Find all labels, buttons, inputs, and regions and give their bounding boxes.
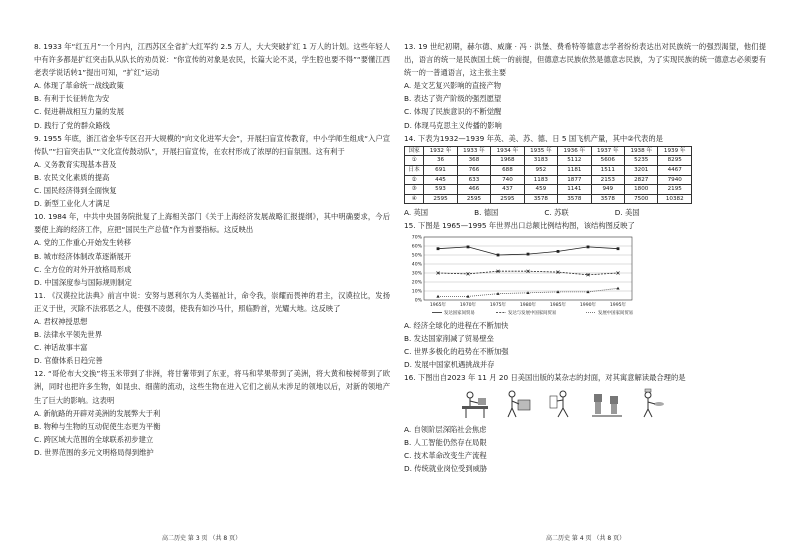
data-point bbox=[467, 245, 470, 248]
option-b: B. 人工智能仍然存在局限 bbox=[404, 438, 487, 448]
data-point bbox=[586, 290, 589, 293]
option-b: B. 发达国家削减了贸易壁垒 bbox=[404, 333, 494, 343]
table-cell: 593 bbox=[424, 185, 457, 195]
robot-desk-figure bbox=[458, 386, 492, 420]
question-16 bbox=[404, 371, 766, 475]
table-row bbox=[405, 165, 692, 175]
question-stem: 11. 《汉谟拉比法典》前言中说：安努与恩利尔为人类福祉计，命令我，崇耀而畏神的君主，汉谟拉比，发扬正义于世，灭除不法邪恶之人，使强不凌弱，使我有如沙马什，照临黔首，光耀大地。这反映了 bbox=[34, 290, 390, 313]
x-tick-label: 1975年 bbox=[489, 302, 507, 308]
option-c: C. 苏联 bbox=[544, 208, 569, 218]
table-header-cell: 1937 年 bbox=[591, 146, 624, 156]
table-header-cell: 1933 年 bbox=[457, 146, 490, 156]
robots-group-figure bbox=[590, 386, 624, 420]
option-d: D. 践行了党的群众路线 bbox=[34, 120, 110, 130]
data-point bbox=[436, 294, 439, 297]
option-a: A. 体现了革命统一战线政策 bbox=[34, 81, 124, 91]
table-cell: ② bbox=[405, 175, 424, 185]
data-point bbox=[437, 247, 440, 250]
plot-frame bbox=[424, 237, 632, 300]
question-11 bbox=[34, 289, 390, 368]
right-page bbox=[404, 40, 766, 475]
magazine-cover-illustrations bbox=[458, 386, 766, 420]
table-cell: 691 bbox=[424, 165, 457, 175]
option-b: B. 有利于长征转危为安 bbox=[34, 94, 110, 104]
question-12 bbox=[34, 367, 390, 459]
table-cell: 445 bbox=[424, 175, 457, 185]
x-tick-label: 1985年 bbox=[549, 302, 567, 308]
x-tick-label: 1980年 bbox=[519, 302, 537, 308]
table-cell: 688 bbox=[491, 165, 524, 175]
table-header-cell: 1934 年 bbox=[491, 146, 524, 156]
question-13 bbox=[404, 40, 766, 132]
question-stem: 12. “哥伦布大交换”将玉米带到了非洲，将甘薯带到了东亚，将马和苹果带到了美洲，将大黄和桉树带到了欧洲，同时也把许多生物，如昆虫、细菌的流动，这些生物在进入它们之前从未涉足的领地以后，对新的领地产生了巨大的影响。这表明 bbox=[34, 369, 390, 405]
question-10 bbox=[34, 210, 390, 289]
data-point bbox=[616, 286, 619, 289]
y-tick-label: 20% bbox=[411, 280, 422, 286]
data-point bbox=[526, 291, 529, 294]
table-cell: 2595 bbox=[457, 194, 490, 204]
table-cell: 日本 bbox=[405, 165, 424, 175]
table-cell: 7500 bbox=[625, 194, 658, 204]
table-cell: 2595 bbox=[424, 194, 457, 204]
option-d: D. 传统就业岗位受到威胁 bbox=[404, 464, 488, 474]
option-a: A. 英国 bbox=[404, 208, 429, 218]
option-b: B. 农民文化素质的提高 bbox=[34, 172, 110, 182]
data-point bbox=[617, 247, 620, 250]
table-cell: 2195 bbox=[658, 185, 692, 195]
page-footer-left: 高二历史 第 3 页 （共 8 页） bbox=[162, 535, 242, 542]
legend-label: 发达与发展中国家间贸易 bbox=[508, 310, 557, 316]
option-a: A. 是文艺复兴影响的直接产物 bbox=[404, 81, 502, 91]
table-cell: 1877 bbox=[558, 175, 591, 185]
option-a: A. 义务教育实现基本普及 bbox=[34, 159, 117, 169]
table-cell: 3201 bbox=[625, 165, 658, 175]
option-c: C. 世界多极化的趋势在不断加强 bbox=[404, 346, 509, 356]
table-cell: 368 bbox=[457, 156, 490, 166]
table-header-cell: 1935 年 bbox=[524, 146, 557, 156]
table-cell: ④ bbox=[405, 194, 424, 204]
question-8 bbox=[34, 40, 390, 132]
option-d: D. 新型工业化人才满足 bbox=[34, 199, 110, 209]
table-cell: 3183 bbox=[524, 156, 557, 166]
option-b: B. 表达了资产阶级的强烈愿望 bbox=[404, 94, 502, 104]
data-point bbox=[496, 292, 499, 295]
option-b: B. 法律水平领先世界 bbox=[34, 330, 103, 340]
table-cell: 952 bbox=[524, 165, 557, 175]
y-tick-label: 40% bbox=[411, 262, 422, 268]
x-tick-label: 1970年 bbox=[459, 302, 477, 308]
table-cell: 5235 bbox=[625, 156, 658, 166]
question-stem: 8. 1933 年“红五月”一个月内，江西苏区全省扩大红军约 2.5 万人，大大突破扩红 1 万人的计划。这些年轻人中有许多都是扩红突击队从队长的劝员说：“你宣传的对象是农民，长篇大论不灵，学生腔也要不得”“要懂江西老表学说话转1”提出可知，“扩红”运动 bbox=[34, 42, 390, 78]
left-page bbox=[34, 40, 390, 459]
option-b: B. 德国 bbox=[474, 208, 499, 218]
question-stem: 14. 下表为1932—1939 年英、美、苏、德、日 5 国飞机产量，其中②代表的是 bbox=[404, 133, 663, 143]
question-15 bbox=[404, 219, 766, 370]
table-cell: 437 bbox=[491, 185, 524, 195]
option-d: D. 官僚体系日趋完善 bbox=[34, 356, 103, 366]
table-cell: 2153 bbox=[591, 175, 624, 185]
table-cell: 1511 bbox=[591, 165, 624, 175]
data-point bbox=[556, 290, 559, 293]
data-point bbox=[527, 252, 530, 255]
option-d: D. 中国深度参与国际规则制定 bbox=[34, 277, 132, 287]
data-point bbox=[497, 253, 500, 256]
option-c: C. 促进耕战相互力量的发展 bbox=[34, 107, 124, 117]
table-cell: 5112 bbox=[558, 156, 591, 166]
option-c: C. 跨区域大范围的全球联系初步建立 bbox=[34, 434, 154, 444]
table-row bbox=[405, 185, 692, 195]
table-cell: 3578 bbox=[558, 194, 591, 204]
table-header-cell: 1938 年 bbox=[625, 146, 658, 156]
option-d: D. 美国 bbox=[614, 208, 640, 218]
option-d: D. 世界范围的多元文明格局得到维护 bbox=[34, 447, 154, 457]
table-cell: 1141 bbox=[558, 185, 591, 195]
option-c: C. 技术革命改变生产流程 bbox=[404, 451, 487, 461]
table-header-cell: 1939 年 bbox=[658, 146, 692, 156]
table-cell: 633 bbox=[457, 175, 490, 185]
data-point bbox=[466, 294, 469, 297]
table-row bbox=[405, 194, 692, 204]
option-d: D. 体现马克思主义传播的影响 bbox=[404, 120, 502, 130]
option-a: A. 自领阶层深陷社会焦虑 bbox=[404, 424, 487, 434]
option-d: D. 发展中国家机遇挑战并存 bbox=[404, 359, 495, 369]
export-structure-chart bbox=[404, 234, 674, 316]
table-cell: 8295 bbox=[658, 156, 692, 166]
data-point bbox=[557, 250, 560, 253]
options-row bbox=[404, 206, 766, 219]
question-stem: 15. 下图是 1965—1995 年世界出口总额比例结构图，该结构图反映了 bbox=[404, 221, 635, 231]
table-cell: 766 bbox=[457, 165, 490, 175]
chart-svg bbox=[404, 234, 674, 316]
table-cell: 2595 bbox=[491, 194, 524, 204]
x-tick-label: 1995年 bbox=[609, 302, 627, 308]
y-tick-label: 10% bbox=[411, 289, 422, 295]
table-cell: 949 bbox=[591, 185, 624, 195]
y-tick-label: 70% bbox=[411, 235, 422, 241]
table-cell: 7940 bbox=[658, 175, 692, 185]
question-stem: 16. 下图出自2023 年 11 月 20 日美国出版的某杂志的封面，对其寓意解读最合理的是 bbox=[404, 372, 686, 382]
option-c: C. 体现了民族意识的不断觉醒 bbox=[404, 107, 502, 117]
table-cell: 2827 bbox=[625, 175, 658, 185]
table-cell: 36 bbox=[424, 156, 457, 166]
option-c: C. 国民经济得到全面恢复 bbox=[34, 186, 117, 196]
legend-label: 发达国家间贸易 bbox=[444, 310, 475, 316]
table-header-cell: 1932 年 bbox=[424, 146, 457, 156]
table-header-row bbox=[405, 146, 692, 156]
option-b: B. 物种与生物的互动促使生态更为平衡 bbox=[34, 421, 161, 431]
table-cell: 4467 bbox=[658, 165, 692, 175]
question-14 bbox=[404, 132, 766, 220]
table-row bbox=[405, 175, 692, 185]
aircraft-production-table bbox=[404, 146, 692, 205]
table-cell: 1968 bbox=[491, 156, 524, 166]
table-row bbox=[405, 156, 692, 166]
table-cell: 1183 bbox=[524, 175, 557, 185]
option-c: C. 神话故事丰富 bbox=[34, 343, 88, 353]
question-9 bbox=[34, 132, 390, 211]
table-cell: ③ bbox=[405, 185, 424, 195]
y-tick-label: 60% bbox=[411, 244, 422, 250]
chef-figure bbox=[634, 386, 668, 420]
table-cell: 3578 bbox=[524, 194, 557, 204]
option-a: A. 新航路的开辟对美洲的发展弊大于利 bbox=[34, 408, 161, 418]
table-cell: ① bbox=[405, 156, 424, 166]
table-cell: 1181 bbox=[558, 165, 591, 175]
option-a: A. 君权神授思想 bbox=[34, 316, 88, 326]
table-cell: 740 bbox=[491, 175, 524, 185]
x-tick-label: 1990年 bbox=[579, 302, 597, 308]
table-cell: 1800 bbox=[625, 185, 658, 195]
option-b: B. 城市经济体制改革逐渐展开 bbox=[34, 251, 132, 261]
worker-figure bbox=[502, 386, 536, 420]
painter-figure bbox=[546, 386, 580, 420]
table-cell: 459 bbox=[524, 185, 557, 195]
legend-label: 发展中国家间贸易 bbox=[598, 310, 634, 316]
y-tick-label: 50% bbox=[411, 253, 422, 259]
y-tick-label: 30% bbox=[411, 271, 422, 277]
table-cell: 5606 bbox=[591, 156, 624, 166]
option-a: A. 党的工作重心开始发生转移 bbox=[34, 238, 132, 248]
y-tick-label: 0% bbox=[414, 298, 422, 304]
question-stem: 9. 1955 年底，浙江省金华专区召开大规模的“向文化进军大会”，开展扫盲宣传教育，中小学师生组成“入户宣传队”“扫盲突击队”“文化宣传鼓动队”，开展扫盲宣传，在农村形成了浓厚的扫盲氛围。这有利于 bbox=[34, 133, 390, 156]
page-footer-right: 高二历史 第 4 页 （共 8 页） bbox=[546, 535, 626, 542]
question-stem: 13. 19 世纪初期，赫尔德、威廉 · 冯 · 洪堡、费希特等德意志学者纷纷表达出对民族统一的强烈渴望，他们提出，语言的统一是民族国土统一的前提，但德意志民族依然是德意志民族，为了实现民族的统一德意志必须要有统一的一普通语言，这主张主要 bbox=[404, 42, 766, 78]
table-header-cell: 1936 年 bbox=[558, 146, 591, 156]
x-tick-label: 1965年 bbox=[429, 302, 447, 308]
table-header-cell: 国家 bbox=[405, 146, 424, 156]
question-stem: 10. 1984 年，中共中央国务院批复了上海相关部门《关于上海经济发展战略汇报提纲》，其中明确要求，今后要使上海的经济工作，应把“国民生产总值”作为首要指标。这反映出 bbox=[34, 212, 390, 235]
table-cell: 10382 bbox=[658, 194, 692, 204]
option-c: C. 全方位的对外开放格局形成 bbox=[34, 264, 132, 274]
table-cell: 466 bbox=[457, 185, 490, 195]
table-cell: 3578 bbox=[591, 194, 624, 204]
option-a: A. 经济全球化的进程在不断加快 bbox=[404, 320, 509, 330]
data-point bbox=[587, 245, 590, 248]
